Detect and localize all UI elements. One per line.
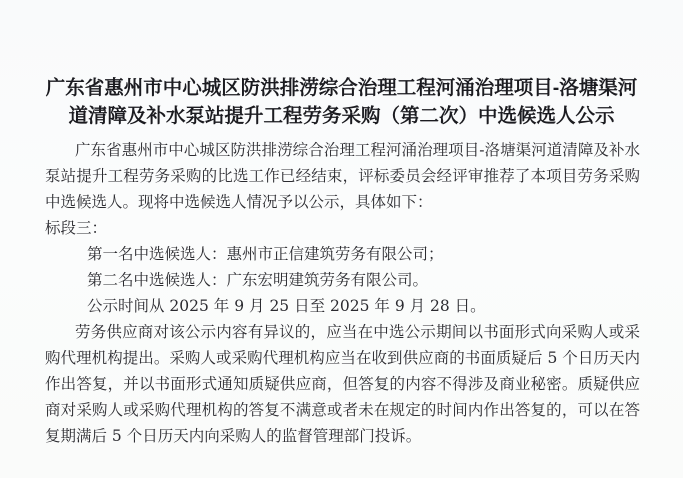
section-label: 标段三： (45, 219, 108, 237)
document-title-line-2: 道清障及补水泵站提升工程劳务采购（第二次）中选候选人公示 (68, 105, 615, 127)
document-title-line-1: 广东省惠州市中心城区防洪排涝综合治理工程河涌治理项目-洛塘渠河 (45, 77, 638, 99)
document-body (45, 137, 640, 449)
objection-notice-paragraph: 劳务供应商对该公示内容有异议的，应当在中选公示期间以书面形式向采购人或采购代理机构提出。采购人或采购代理机构应当在收到供应商的书面质疑后 5 个日历天内作出答复，并以书面形式通知质疑供应商，但答复的内容不得涉及商业秘密。质疑供应商对采购人或采购代理机构的答复不满意或者未在规定的时间内作出答复的，可以在答复期满后 5 个日历天内向采购人的监督管理部门投诉。 (45, 323, 640, 445)
candidate-second-line: 第二名中选候选人：广东宏明建筑劳务有限公司。 (87, 271, 429, 289)
document-title (0, 0, 683, 130)
intro-paragraph: 广东省惠州市中心城区防洪排涝综合治理工程河涌治理项目-洛塘渠河道清障及补水泵站提升工程劳务采购的比选工作已经结束，评标委员会经评审推荐了本项目劳务采购中选候选人。现将中选候选人情况予以公示，具体如下： (45, 141, 640, 211)
publicity-period-line: 公示时间从 2025 年 9 月 25 日至 2025 年 9 月 28 日。 (87, 297, 486, 315)
candidate-first-line: 第一名中选候选人：惠州市正信建筑劳务有限公司； (87, 245, 444, 263)
